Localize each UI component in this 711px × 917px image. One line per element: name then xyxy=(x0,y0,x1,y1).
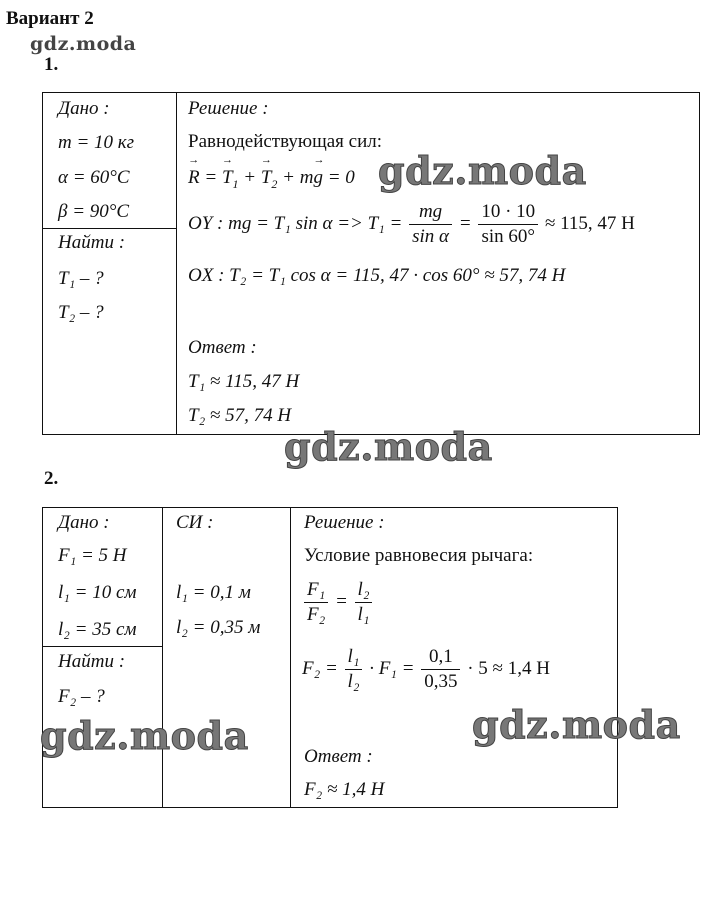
solution-header: Решение : xyxy=(304,512,385,533)
solution-line: Равнодействующая сил: xyxy=(188,131,383,152)
given-header: Дано : xyxy=(58,512,110,533)
problem1-given-divider xyxy=(42,228,177,229)
find-line: F₂ – ? xyxy=(58,686,105,707)
problem1-number: 1. xyxy=(44,54,59,75)
ox-equation: OX : T₂ = T₁ cos α = 115, 47 · cos 60° ≈ 57, 74 Н xyxy=(188,265,566,286)
si-line: l₂ = 0,35 м xyxy=(176,617,261,638)
answer-line: T₂ ≈ 57, 74 Н xyxy=(188,405,292,426)
problem2-number: 2. xyxy=(44,468,59,489)
find-line: T₂ – ? xyxy=(58,302,104,323)
answer-header: Ответ : xyxy=(188,337,257,358)
watermark: gdz.moda xyxy=(40,713,249,758)
si-line: l₁ = 0,1 м xyxy=(176,582,251,603)
problem2-given-divider xyxy=(42,646,163,647)
f2-equation: F₂ = $\frac{\text{l₁}}{\text{l₂}}$ · F₁ = $\frac{0,1}{0,35}$ · 5 ≈ 1,4 Н xyxy=(302,646,550,692)
page-title: Вариант 2 xyxy=(6,8,94,29)
oy-equation: OY : mg = T₁ sin α => T₁ = $\frac{mg}{\text{sin α}}$ = $\frac{10 \cdot 10}{\sin 60^\circ}$ ≈ 115, 47 Н xyxy=(188,201,635,247)
solution-header: Решение : xyxy=(188,98,269,119)
watermark-top: gdz.moda xyxy=(30,33,137,55)
solution-line: Условие равновесия рычага: xyxy=(304,545,534,566)
given-line: α = 60°C xyxy=(58,167,130,188)
answer-line: F₂ ≈ 1,4 Н xyxy=(304,779,385,800)
answer-line: T₁ ≈ 115, 47 Н xyxy=(188,371,300,392)
si-header: СИ : xyxy=(176,512,214,533)
answer-header: Ответ : xyxy=(304,746,373,767)
problem1-divider xyxy=(176,92,177,435)
given-line: l₁ = 10 см xyxy=(58,582,137,603)
given-line: β = 90°C xyxy=(58,201,130,222)
find-header: Найти : xyxy=(58,232,126,253)
given-header: Дано : xyxy=(58,98,110,119)
watermark: gdz.moda xyxy=(378,148,587,193)
vector-equation: → R = → $T_1$ + → $T_2 + m\to g = 0$ xyxy=(188,167,355,192)
find-line: T₁ – ? xyxy=(58,268,104,289)
given-line: F₁ = 5 Н xyxy=(58,545,127,566)
problem2-divider xyxy=(290,507,291,808)
find-header: Найти : xyxy=(58,651,126,672)
watermark: gdz.moda xyxy=(472,702,681,747)
watermark: gdz.moda xyxy=(284,424,493,469)
given-line: l₂ = 35 см xyxy=(58,619,137,640)
problem2-divider xyxy=(162,507,163,808)
ratio-equation: $\frac{\text{F₁}}{\text{F₂}}$ = $\frac{\text{l₂}}{\text{l₁}}$ xyxy=(302,578,374,627)
given-line: m = 10 кг xyxy=(58,132,135,153)
